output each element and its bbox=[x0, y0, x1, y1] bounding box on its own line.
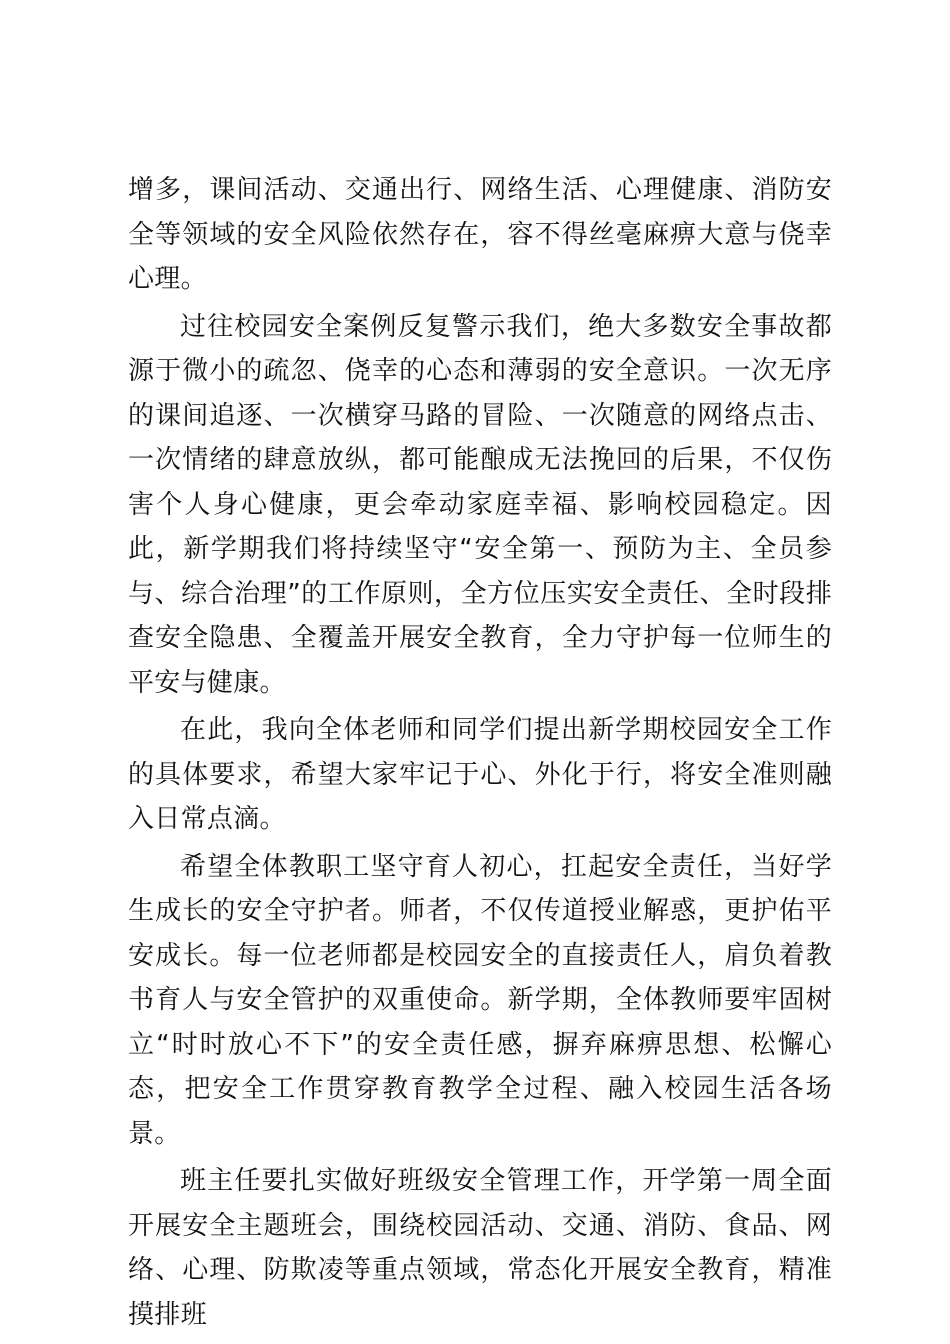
paragraph-staff-responsibility: 希望全体教职工坚守育人初心，扛起安全责任，当好学生成长的安全守护者。师者，不仅传道授业解惑，更护佑平安成长。每一位老师都是校园安全的直接责任人，肩负着教书育人与安全管护的双重使命。新学期，全体教师要牢固树立“时时放心不下”的安全责任感，摒弃麻痹思想、松懈心态，把安全工作贯穿教育教学全过程、融入校园生活各场景。 bbox=[128, 851, 832, 1149]
paragraph-requirements-intro: 在此，我向全体老师和同学们提出新学期校园安全工作的具体要求，希望大家牢记于心、外化于行，将安全准则融入日常点滴。 bbox=[128, 715, 832, 834]
body-text bbox=[128, 168, 832, 1340]
paragraph-continued: 增多，课间活动、交通出行、网络生活、心理健康、消防安全等领域的安全风险依然存在，容不得丝毫麻痹大意与侥幸心理。 bbox=[128, 175, 832, 294]
paragraph-safety-cases: 过往校园安全案例反复警示我们，绝大多数安全事故都源于微小的疏忽、侥幸的心态和薄弱的安全意识。一次无序的课间追逐、一次横穿马路的冒险、一次随意的网络点击、一次情绪的肆意放纵，都可能酿成无法挽回的后果，不仅伤害个人身心健康，更会牵动家庭幸福、影响校园稳定。因此，新学期我们将持续坚守“安全第一、预防为主、全员参与、综合治理”的工作原则，全方位压实安全责任、全时段排查安全隐患、全覆盖开展安全教育，全力守护每一位师生的平安与健康。 bbox=[128, 311, 832, 698]
paragraph-head-teacher: 班主任要扎实做好班级安全管理工作，开学第一周全面开展安全主题班会，围绕校园活动、交通、消防、食品、网络、心理、防欺凌等重点领域，常态化开展安全教育，精准摸排班 bbox=[128, 1166, 832, 1330]
